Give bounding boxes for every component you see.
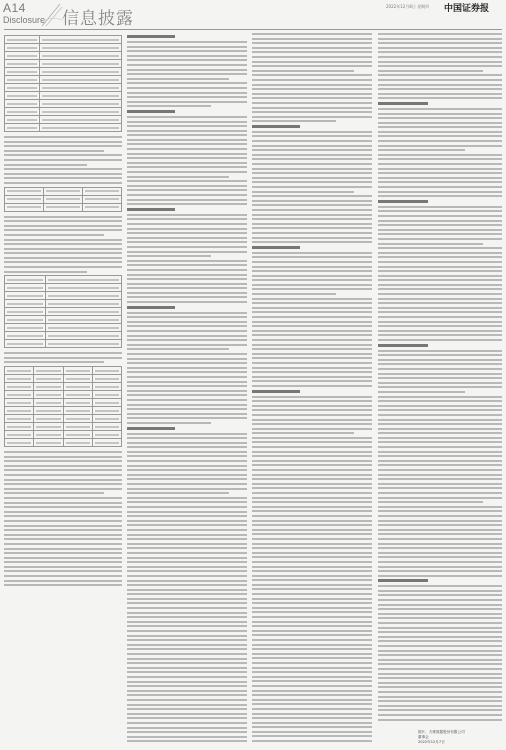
section-english: Disclosure: [3, 15, 46, 25]
article-column-4: [378, 33, 502, 723]
article-column-1: [4, 33, 122, 743]
article-column-3: [252, 33, 372, 743]
company-signature: 图片、方维数据股份有限公司: [418, 730, 465, 734]
decorative-lines-icon: [40, 2, 64, 28]
signature-date: 2022年12月7日: [418, 740, 445, 744]
page-header: [0, 0, 506, 30]
newspaper-logo: 中国证券报: [444, 4, 490, 14]
board-signature: 董事会: [418, 735, 429, 739]
page-number: A14: [3, 1, 26, 15]
header-rule: [4, 29, 502, 30]
section-title: 信息披露: [62, 9, 134, 29]
publication-date: 2022年12月8日 星期四: [386, 4, 430, 9]
signature-block: [418, 730, 502, 745]
shareholder-table: [4, 366, 122, 447]
summary-table: [4, 35, 122, 132]
figures-table: [4, 187, 122, 212]
company-info-table: [4, 275, 122, 348]
article-column-2: [127, 33, 247, 743]
